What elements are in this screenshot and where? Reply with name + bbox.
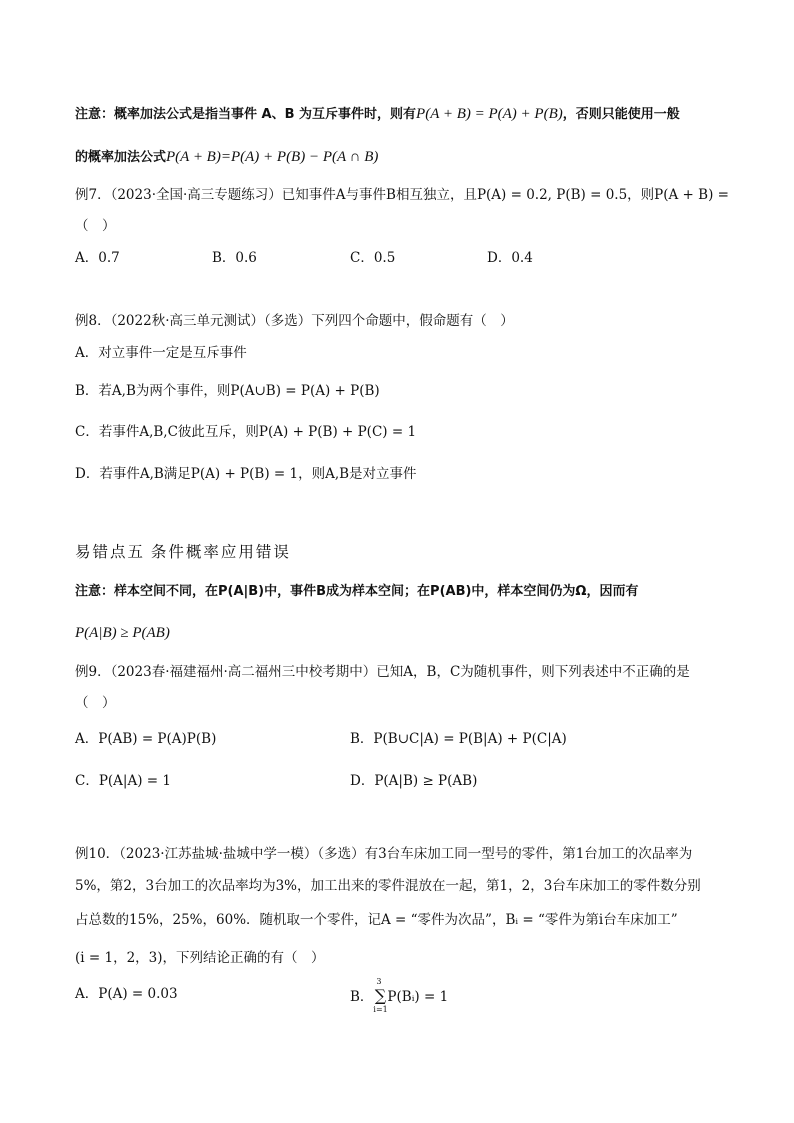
summation-lower-limit: i=1 [373,1005,388,1014]
example-8-option-a: A．对立事件一定是互斥事件 [75,345,247,361]
example-7-option-b: B．0.6 [212,250,257,266]
example-7-paren: （ ） [75,218,116,234]
example-10-line-3: 占总数的15%，25%，60%．随机取一个零件，记A = “零件为次品”，Bᵢ = “零件为第i台车床加工” [75,912,678,928]
example-10-option-b-rest: P(Bᵢ) = 1 [387,989,449,1005]
example-10-option-b-prefix: B． [350,989,374,1005]
example-8-option-d: D．若事件A,B满足P(A) + P(B) = 1，则A,B是对立事件 [75,466,417,482]
note-1-suffix: ，否则只能使用一般 [562,107,680,122]
example-7-option-a: A．0.7 [75,250,120,266]
example-9-option-a: A．P(AB) = P(A)P(B) [75,731,217,747]
example-8-option-c: C．若事件A,B,C彼此互斥，则P(A) + P(B) + P(C) = 1 [75,424,417,440]
example-9-paren: （ ） [75,695,116,711]
example-8-stem: 例8．（2022秋·高三单元测试）（多选）下列四个命题中，假命题有（ ） [75,313,514,329]
note-1-line-1 [75,107,680,122]
note-1-formula: P(A + B) = P(A) + P(B) [416,106,563,122]
example-7-option-c: C．0.5 [350,250,396,266]
example-10-line-1: 例10．（2023·江苏盐城·盐城中学一模）（多选）有3台车床加工同一型号的零件，第1台加工的次品率为 [75,846,693,862]
example-7-stem: 例7．（2023·全国·高三专题练习）已知事件A与事件B相互独立，且P(A) = 0.2, P(B) = 0.5，则P(A + B) = [75,187,729,203]
example-9-option-b: B．P(B∪C|A) = P(B|A) + P(C|A) [350,731,567,747]
example-10-line-2: 5%，第2，3台加工的次品率均为3%，加工出来的零件混放在一起，第1，2，3台车床加工的零件数分别 [75,878,701,894]
note-2-line-2: P(A|B) ≥ P(AB) [75,625,170,641]
summation-upper-limit: 3 [376,977,382,986]
example-9-stem: 例9．（2023春·福建福州·高二福州三中校考期中）已知A，B，C为随机事件，则下列表述中不正确的是 [75,664,690,680]
example-10-option-b [350,977,449,1014]
example-9-option-c: C．P(A|A) = 1 [75,773,171,789]
example-7-option-d: D．0.4 [487,250,533,266]
note-1-line-2-prefix: 的概率加法公式 [75,150,167,165]
note-1-line-2-formula: P(A + B)=P(A) + P(B) − P(A ∩ B) [166,149,379,165]
example-9-option-d: D．P(A|B) ≥ P(AB) [350,773,478,789]
example-10-line-4: (i = 1，2，3)，下列结论正确的有（ ） [75,950,325,966]
example-8-option-b: B．若A,B为两个事件，则P(A∪B) = P(A) + P(B) [75,383,380,399]
example-10-option-a: A．P(A) = 0.03 [75,986,178,1002]
section-heading: 易错点五 条件概率应用错误 [75,544,291,561]
note-1-prefix: 注意：概率加法公式是指当事件 A、B 为互斥事件时，则有 [75,107,417,122]
note-1-line-2 [75,150,378,165]
summation-symbol: ∑ 3 i=1 [373,977,388,1014]
note-2-line-1: 注意：样本空间不同，在P(A|B)中，事件B成为样本空间；在P(AB)中，样本空间仍为Ω，因而有 [75,584,639,599]
